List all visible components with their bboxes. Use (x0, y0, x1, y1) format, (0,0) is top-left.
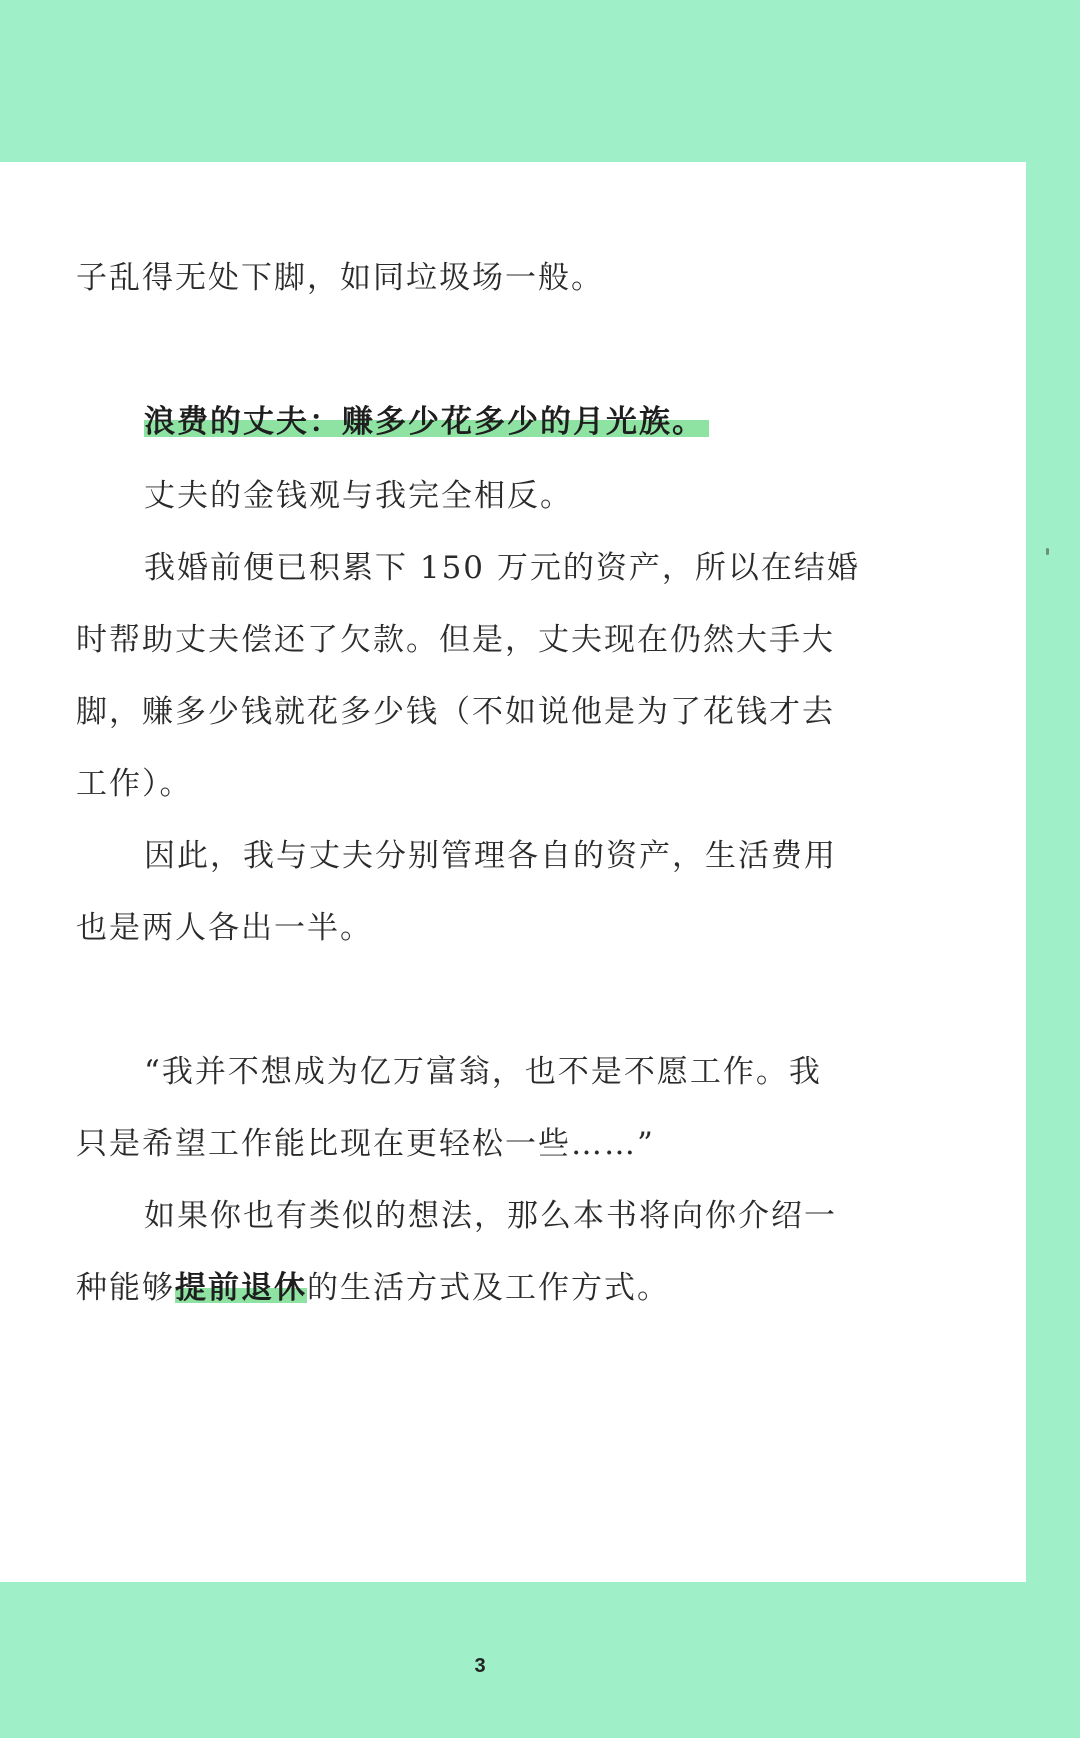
text-line-continuation: 子乱得无处下脚，如同垃圾场一般。 (76, 260, 604, 296)
text-line-separate-assets: 因此，我与丈夫分别管理各自的资产，生活费用 (144, 838, 837, 874)
text-line-quote-start: “我并不想成为亿万富翁，也不是不愿工作。我 (144, 1054, 822, 1090)
text-line-work: 工作）。 (76, 766, 193, 802)
early-retirement-highlight: 提前退休 (175, 1270, 307, 1306)
scan-speck (1046, 548, 1049, 555)
text-line-book-intro: 如果你也有类似的想法，那么本书将向你介绍一 (144, 1198, 837, 1234)
text-line-spend-all: 脚，赚多少钱就花多少钱（不如说他是为了花钱才去 (76, 694, 835, 730)
text-line-debt: 时帮助丈夫偿还了欠款。但是，丈夫现在仍然大手大 (76, 622, 835, 658)
text-line-split-costs: 也是两人各出一半。 (76, 910, 373, 946)
text-line-spending-view: 丈夫的金钱观与我完全相反。 (144, 478, 573, 514)
text-line-quote-end: 只是希望工作能比现在更轻松一些……” (76, 1126, 655, 1162)
book-page (0, 162, 1026, 1582)
heading-highlight: 浪费的丈夫：赚多少花多少的月光族。 (144, 404, 709, 440)
line-suffix: 的生活方式及工作方式。 (307, 1270, 670, 1306)
section-heading (144, 400, 709, 444)
line-prefix: 种能够 (76, 1270, 175, 1306)
text-line-early-retirement (76, 1266, 670, 1310)
page-number: 3 (474, 1655, 486, 1677)
text-line-assets: 我婚前便已积累下 150 万元的资产，所以在结婚 (144, 550, 860, 586)
